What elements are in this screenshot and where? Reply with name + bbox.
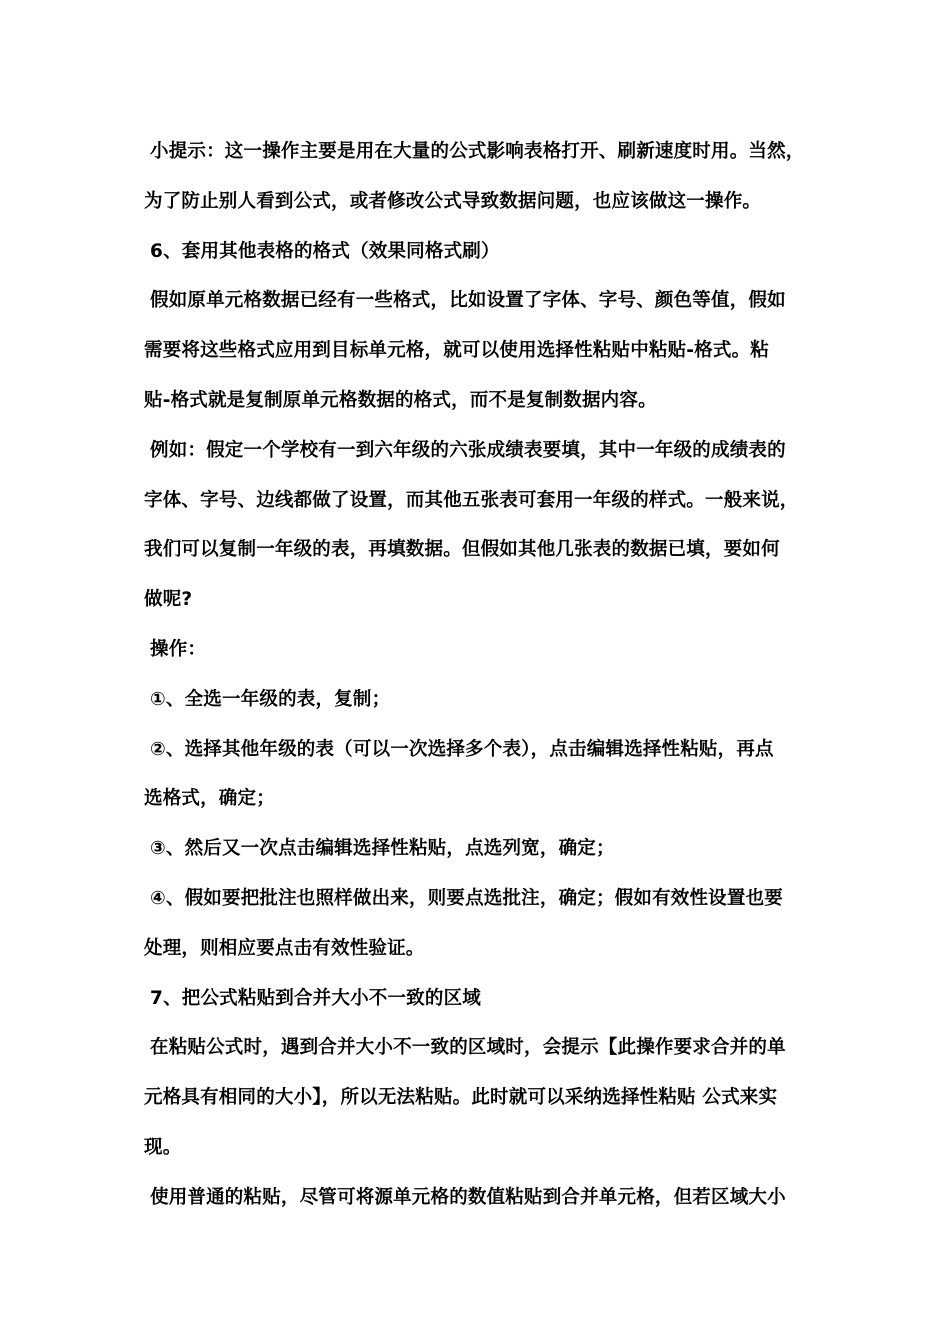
text-line: 贴-格式就是复制原单元格数据的格式，而不是复制数据内容。 bbox=[144, 389, 657, 411]
text-line: 现。 bbox=[144, 1136, 182, 1158]
text-line: 做呢? bbox=[144, 589, 193, 611]
step-item: ②、选择其他年级的表（可以一次选择多个表），点击编辑选择性粘贴，再点 bbox=[150, 738, 774, 760]
text-line: 小提示：这一操作主要是用在大量的公式影响表格打开、刷新速度时用。当然， bbox=[150, 141, 805, 162]
section-heading: 6、套用其他表格的格式（效果同格式刷） bbox=[150, 240, 500, 262]
section-heading: 7、把公式粘贴到合并大小不一致的区域 bbox=[150, 987, 481, 1009]
step-item: ④、假如要把批注也照样做出来，则要点选批注，确定；假如有效性设置也要 bbox=[150, 887, 783, 909]
text-line: 操作： bbox=[150, 638, 207, 660]
text-line: 元格具有相同的大小】，所以无法粘贴。此时就可以采纳选择性粘贴 公式来实 bbox=[144, 1087, 778, 1109]
text-line: 假如原单元格数据已经有一些格式，比如设置了字体、字号、颜色等值，假如 bbox=[150, 290, 786, 312]
text-line: 为了防止别人看到公式，或者修改公式导致数据问题，也应该做这一操作。 bbox=[144, 190, 762, 212]
text-line: 处理，则相应要点击有效性验证。 bbox=[144, 937, 425, 959]
text-line: 在粘贴公式时，遇到合并大小不一致的区域时，会提示【此操作要求合并的单 bbox=[150, 1037, 786, 1059]
document-body bbox=[144, 133, 824, 1229]
text-line: 我们可以复制一年级的表，再填数据。但假如其他几张表的数据已填，要如何 bbox=[144, 539, 780, 561]
text-line: 字体、字号、边线都做了设置，而其他五张表可套用一年级的样式。一般来说， bbox=[144, 489, 799, 511]
text-line: 选格式，确定； bbox=[144, 788, 275, 810]
step-item: ③、然后又一次点击编辑选择性粘贴，点选列宽，确定； bbox=[150, 838, 615, 860]
step-item: ①、全选一年级的表，复制； bbox=[150, 688, 391, 710]
text-line: 使用普通的粘贴，尽管可将源单元格的数值粘贴到合并单元格，但若区域大小 bbox=[150, 1186, 786, 1208]
text-line: 例如：假定一个学校有一到六年级的六张成绩表要填，其中一年级的成绩表的 bbox=[150, 439, 786, 461]
text-line: 需要将这些格式应用到目标单元格，就可以使用选择性粘贴中粘贴-格式。粘 bbox=[144, 340, 769, 362]
